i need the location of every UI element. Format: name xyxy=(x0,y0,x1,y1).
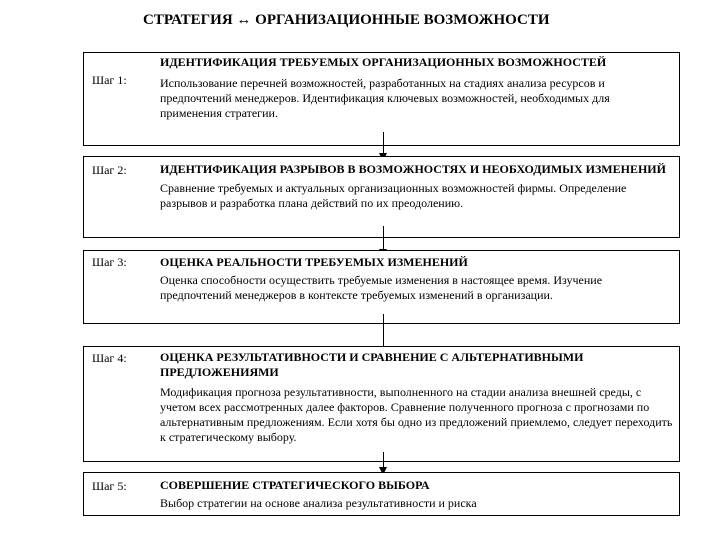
step-text-2: Сравнение требуемых и актуальных организационных возможностей фирмы. Определение разрывов и разработка плана действий по их преодолению. xyxy=(160,181,627,210)
step-label-1: Шаг 1: xyxy=(92,73,127,87)
step-box-5 xyxy=(83,472,680,516)
step-text-4: Модификация прогноза результативности, выполненного на стадии анализа внешней среды, с учетом всех рассмотренных далее факторов. Сравнение полученного прогноза с прогнозами по альтернативным предложениям. Если хотя бы одно из предложений приемлемо, следует переходить к стратегическому выбору. xyxy=(160,385,673,444)
step-box-4 xyxy=(83,346,680,462)
diagram-title: СТРАТЕГИЯ ↔ ОРГАНИЗАЦИОННЫЕ ВОЗМОЖНОСТИ xyxy=(143,12,550,28)
step-text-5: Выбор стратегии на основе анализа результативности и риска xyxy=(160,496,477,510)
step-box-1 xyxy=(83,52,680,146)
step-label-5: Шаг 5: xyxy=(92,479,127,493)
step-label-2: Шаг 2: xyxy=(92,163,127,177)
step-heading-4: ОЦЕНКА РЕЗУЛЬТАТИВНОСТИ И СРАВНЕНИЕ С АЛЬТЕРНАТИВНЫМИ ПРЕДЛОЖЕНИЯМИ xyxy=(160,350,584,379)
step-label-4: Шаг 4: xyxy=(92,351,127,365)
arrow-4-5 xyxy=(383,452,384,474)
step-text-3: Оценка способности осуществить требуемые изменения в настоящее время. Изучение предпочтений менеджеров в контексте требуемых изменений в организации. xyxy=(160,273,603,302)
step-heading-5: СОВЕРШЕНИЕ СТРАТЕГИЧЕСКОГО ВЫБОРА xyxy=(160,478,430,492)
step-box-2 xyxy=(83,156,680,238)
step-heading-1: ИДЕНТИФИКАЦИЯ ТРЕБУЕМЫХ ОРГАНИЗАЦИОННЫХ ВОЗМОЖНОСТЕЙ xyxy=(160,55,607,69)
step-box-3 xyxy=(83,250,680,324)
step-heading-3: ОЦЕНКА РЕАЛЬНОСТИ ТРЕБУЕМЫХ ИЗМЕНЕНИЙ xyxy=(160,255,468,269)
step-heading-2: ИДЕНТИФИКАЦИЯ РАЗРЫВОВ В ВОЗМОЖНОСТЯХ И НЕОБХОДИМЫХ ИЗМЕНЕНИЙ xyxy=(160,162,666,176)
step-text-1: Использование перечней возможностей, разработанных на стадиях анализа ресурсов и предпочтений менеджеров. Идентификация ключевых возможностей, необходимых для применения стратегии. xyxy=(160,76,610,120)
step-label-3: Шаг 3: xyxy=(92,255,127,269)
